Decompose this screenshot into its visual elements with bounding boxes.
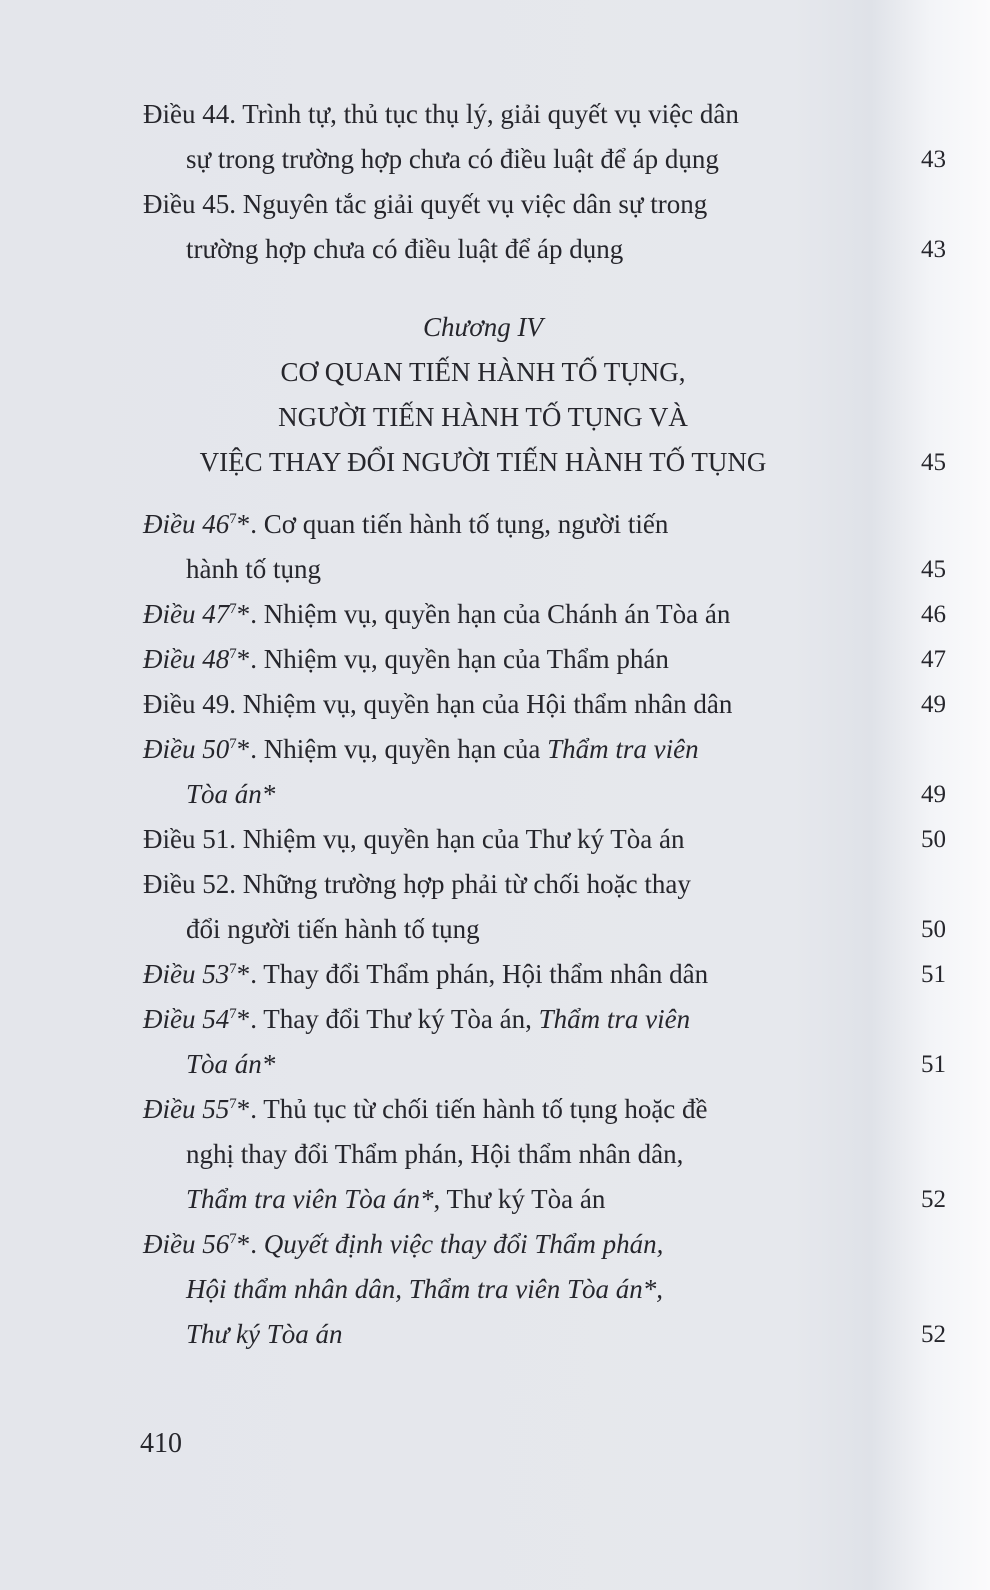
entry-page-number: 51	[921, 961, 946, 988]
toc-entry-line	[143, 637, 958, 682]
entry-text: *. Cơ quan tiến hành tố tụng, người tiến	[236, 509, 669, 539]
entry-text: Điều 44. Trình tự, thủ tục thụ lý, giải quyết vụ việc dân	[143, 99, 739, 129]
entry-page-number: 51	[921, 1051, 946, 1078]
entry-text: Thẩm tra viên	[538, 1004, 691, 1034]
entry-title	[143, 637, 669, 682]
entry-title	[143, 1177, 605, 1222]
toc-entry-line	[143, 727, 958, 772]
entry-text: *. Thay đổi Thư ký Tòa án,	[236, 1004, 539, 1034]
toc-entry-line	[143, 227, 958, 272]
toc-entry-line	[143, 1087, 958, 1132]
footnote-marker: 7	[229, 1231, 237, 1247]
entry-text: Điều 49. Nhiệm vụ, quyền hạn của Hội thẩm nhân dân	[143, 689, 733, 719]
entry-title	[143, 305, 823, 350]
footnote-marker: 7	[229, 511, 237, 527]
toc-entry-line	[143, 1312, 958, 1357]
toc-entry-line	[143, 1132, 958, 1177]
page-number: 410	[140, 1428, 182, 1459]
toc-entry-line	[143, 1267, 958, 1312]
entry-title	[143, 502, 668, 547]
toc-entry-line	[143, 1177, 958, 1222]
entry-text: sự trong trường hợp chưa có điều luật để áp dụng	[186, 144, 719, 174]
entry-text: Điều 55	[143, 1094, 230, 1124]
entry-text: , Thư ký Tòa án	[433, 1184, 606, 1214]
entry-page-number: 50	[921, 916, 946, 943]
entry-title	[143, 1132, 683, 1177]
entry-title	[143, 592, 730, 637]
entry-text: Điều 46	[143, 509, 230, 539]
entry-page-number: 45	[921, 449, 946, 476]
entry-text: Điều 48	[143, 644, 230, 674]
toc-entry-line	[143, 592, 958, 637]
toc-entry-line	[143, 907, 958, 952]
entry-page-number: 43	[921, 146, 946, 173]
entry-text: Thẩm tra viên Tòa án*	[186, 1184, 434, 1214]
footnote-marker: 7	[229, 601, 237, 617]
entry-text: Điều 51. Nhiệm vụ, quyền hạn của Thư ký Tòa án	[143, 824, 685, 854]
entry-title	[143, 682, 732, 727]
entry-page-number: 43	[921, 236, 946, 263]
entry-title	[143, 1267, 663, 1312]
entry-text: CƠ QUAN TIẾN HÀNH TỐ TỤNG,	[280, 357, 686, 387]
entry-title	[143, 997, 690, 1042]
entry-text: nghị thay đổi Thẩm phán, Hội thẩm nhân dân,	[186, 1139, 684, 1169]
entry-title	[143, 952, 708, 997]
footnote-marker: 7	[229, 961, 237, 977]
entry-text: VIỆC THAY ĐỔI NGƯỜI TIẾN HÀNH TỐ TỤNG	[199, 447, 767, 477]
entry-title	[143, 862, 691, 907]
entry-text: NGƯỜI TIẾN HÀNH TỐ TỤNG VÀ	[278, 402, 688, 432]
entry-title	[143, 1222, 663, 1267]
chapter-heading-line	[143, 440, 958, 485]
entry-title	[143, 1042, 275, 1087]
entry-page-number: 46	[921, 601, 946, 628]
entry-title	[143, 727, 699, 772]
entry-title	[143, 1087, 708, 1132]
toc-entry-line	[143, 502, 958, 547]
entry-text: Điều 45. Nguyên tắc giải quyết vụ việc dân sự trong	[143, 189, 708, 219]
entry-title	[143, 547, 321, 592]
toc-entry-line	[143, 92, 958, 137]
toc-entry-line	[143, 182, 958, 227]
toc-entry-line	[143, 817, 958, 862]
entry-text: Điều 50	[143, 734, 230, 764]
entry-text: đổi người tiến hành tố tụng	[186, 914, 480, 944]
entry-page-number: 49	[921, 781, 946, 808]
entry-title	[143, 137, 719, 182]
entry-page-number: 45	[921, 556, 946, 583]
entry-title	[143, 440, 823, 485]
entry-page-number: 49	[921, 691, 946, 718]
entry-title	[143, 817, 685, 862]
entry-title	[143, 1312, 342, 1357]
entry-text: Điều 53	[143, 959, 230, 989]
entry-text: Tòa án*	[186, 1049, 276, 1079]
entry-text: *.	[236, 1229, 264, 1259]
entry-title	[143, 227, 623, 272]
chapter-heading-line	[143, 350, 958, 395]
toc-entry-line	[143, 1222, 958, 1267]
entry-text: trường hợp chưa có điều luật để áp dụng	[186, 234, 624, 264]
table-of-contents	[143, 92, 958, 1357]
entry-text: Điều 54	[143, 1004, 230, 1034]
footnote-marker: 7	[229, 1006, 237, 1022]
toc-entry-line	[143, 547, 958, 592]
entry-text: Thư ký Tòa án	[186, 1319, 343, 1349]
entry-text: Điều 52. Những trường hợp phải từ chối hoặc thay	[143, 869, 691, 899]
entry-text: Chương IV	[423, 312, 543, 342]
entry-text: Quyết định việc thay đổi Thẩm phán,	[263, 1229, 664, 1259]
entry-title	[143, 772, 275, 817]
entry-title	[143, 395, 823, 440]
toc-entry-line	[143, 862, 958, 907]
toc-entry-line	[143, 772, 958, 817]
entry-text: Điều 47	[143, 599, 230, 629]
entry-text: *. Thay đổi Thẩm phán, Hội thẩm nhân dân	[236, 959, 709, 989]
chapter-heading-line	[143, 305, 958, 350]
entry-page-number: 52	[921, 1321, 946, 1348]
entry-text: *. Nhiệm vụ, quyền hạn của	[236, 734, 548, 764]
toc-entry-line	[143, 1042, 958, 1087]
entry-page-number: 47	[921, 646, 946, 673]
footnote-marker: 7	[229, 646, 237, 662]
entry-text: Tòa án*	[186, 779, 276, 809]
entry-page-number: 52	[921, 1186, 946, 1213]
entry-title	[143, 92, 739, 137]
entry-text: *. Nhiệm vụ, quyền hạn của Thẩm phán	[236, 644, 669, 674]
entry-page-number: 50	[921, 826, 946, 853]
footnote-marker: 7	[229, 1096, 237, 1112]
entry-text: hành tố tụng	[186, 554, 321, 584]
toc-entry-line	[143, 137, 958, 182]
entry-text: Hội thẩm nhân dân, Thẩm tra viên Tòa án*,	[186, 1274, 664, 1304]
entry-title	[143, 907, 480, 952]
entry-text: *. Thủ tục từ chối tiến hành tố tụng hoặc đề	[236, 1094, 708, 1124]
entry-text: *. Nhiệm vụ, quyền hạn của Chánh án Tòa án	[236, 599, 731, 629]
entry-text: Điều 56	[143, 1229, 230, 1259]
toc-entry-line	[143, 997, 958, 1042]
footnote-marker: 7	[229, 736, 237, 752]
entry-text: Thẩm tra viên	[547, 734, 699, 764]
chapter-heading-line	[143, 395, 958, 440]
toc-entry-line	[143, 682, 958, 727]
entry-title	[143, 182, 707, 227]
entry-title	[143, 350, 823, 395]
toc-entry-line	[143, 952, 958, 997]
